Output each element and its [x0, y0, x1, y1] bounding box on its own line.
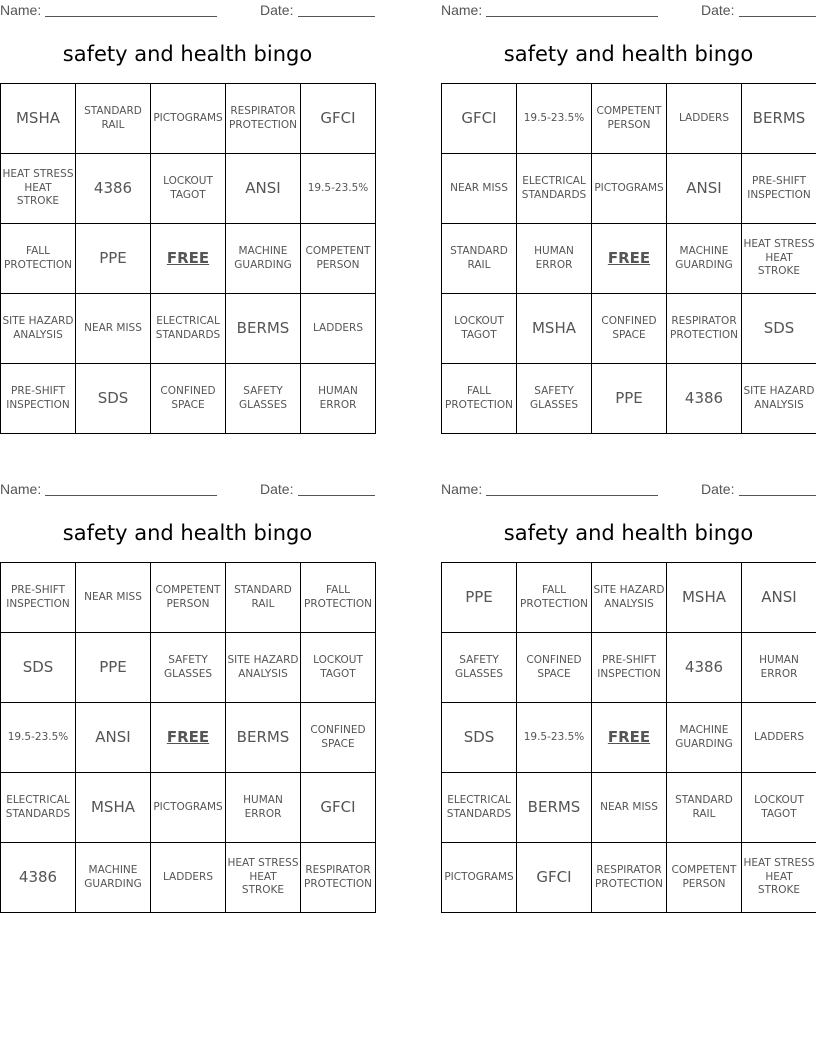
bingo-cell-text: 4386: [684, 388, 724, 407]
bingo-cell-text: PPE: [99, 657, 127, 676]
bingo-cell: [1, 703, 76, 773]
bingo-cell-text: NEAR MISS: [84, 321, 142, 334]
bingo-cell: [151, 563, 226, 633]
bingo-cell-text: NEAR MISS: [600, 800, 658, 813]
bingo-cell: [517, 773, 592, 843]
bingo-cell-text: PPE: [465, 587, 493, 606]
bingo-cell-text: COMPETENT PERSON: [305, 244, 371, 271]
bingo-cell: [1, 154, 76, 224]
bingo-cell-text: HUMAN ERROR: [759, 653, 799, 680]
bingo-cell-text: STANDARD RAIL: [675, 793, 733, 820]
bingo-cell-text: SITE HAZARD ANALYSIS: [743, 384, 815, 411]
bingo-cell: [76, 563, 151, 633]
bingo-cell-text: HEAT STRESS HEAT STROKE: [743, 238, 815, 278]
bingo-cell-text: SAFETY GLASSES: [454, 653, 504, 680]
bingo-cell-text: SITE HAZARD ANALYSIS: [2, 314, 74, 341]
name-label: Name:: [0, 481, 42, 497]
bingo-cell: [592, 843, 667, 913]
date-label: Date:: [701, 2, 735, 18]
bingo-cell: [742, 154, 816, 224]
free-space-cell: [151, 224, 226, 294]
bingo-cell: [226, 224, 301, 294]
free-space-cell: [592, 703, 667, 773]
bingo-cell: [301, 154, 376, 224]
bingo-cell: [76, 364, 151, 434]
bingo-cell-text: BERMS: [527, 797, 581, 816]
bingo-card-2: [441, 0, 816, 411]
bingo-cell-text: 4386: [93, 178, 133, 197]
bingo-cell: [667, 773, 742, 843]
bingo-cell: [742, 843, 816, 913]
bingo-cell-text: MACHINE GUARDING: [234, 244, 292, 271]
bingo-cell: [517, 703, 592, 773]
bingo-cell-text: FREE: [607, 727, 651, 746]
bingo-cell: [226, 84, 301, 154]
bingo-grid: [441, 83, 816, 434]
bingo-cell: [301, 843, 376, 913]
bingo-card-3: [0, 479, 375, 897]
bingo-cell-text: GFCI: [320, 108, 356, 127]
bingo-cell: [742, 633, 816, 703]
bingo-cell: [301, 364, 376, 434]
bingo-cell-text: SAFETY GLASSES: [529, 384, 579, 411]
bingo-cell-text: FREE: [166, 727, 210, 746]
bingo-cell: [667, 563, 742, 633]
bingo-cell: [151, 843, 226, 913]
bingo-cell-text: HEAT STRESS HEAT STROKE: [227, 857, 299, 897]
bingo-cell: [517, 294, 592, 364]
bingo-cell-text: SAFETY GLASSES: [238, 384, 288, 411]
bingo-cell: [226, 294, 301, 364]
bingo-cell-text: FALL PROTECTION: [445, 384, 513, 411]
bingo-cell: [1, 773, 76, 843]
card-title: safety and health bingo: [62, 42, 313, 66]
bingo-cell: [592, 84, 667, 154]
bingo-grid: [441, 562, 816, 913]
bingo-cell: [442, 224, 517, 294]
bingo-cell-text: ANSI: [686, 178, 722, 197]
free-space-cell: [592, 224, 667, 294]
bingo-cell: [301, 703, 376, 773]
bingo-cell-text: COMPETENT PERSON: [596, 104, 662, 131]
bingo-cell-text: PICTOGRAMS: [153, 111, 223, 124]
name-line: [45, 495, 217, 496]
bingo-cell-text: GFCI: [536, 867, 572, 886]
bingo-cell: [151, 294, 226, 364]
bingo-cell-text: SITE HAZARD ANALYSIS: [593, 583, 665, 610]
bingo-cell-text: RESPIRATOR PROTECTION: [595, 863, 663, 890]
card-title: safety and health bingo: [503, 521, 754, 545]
bingo-cell: [592, 364, 667, 434]
bingo-cell-text: MSHA: [531, 318, 576, 337]
bingo-cell-text: STANDARD RAIL: [84, 104, 142, 131]
bingo-cell: [226, 364, 301, 434]
bingo-cell-text: RESPIRATOR PROTECTION: [304, 863, 372, 890]
bingo-cell-text: MSHA: [15, 108, 60, 127]
card-header: [0, 0, 375, 22]
bingo-cell-text: SDS: [97, 388, 129, 407]
bingo-cell: [742, 773, 816, 843]
bingo-cell-text: PICTOGRAMS: [594, 181, 664, 194]
bingo-cell-text: NEAR MISS: [84, 590, 142, 603]
bingo-cell-text: COMPETENT PERSON: [155, 583, 221, 610]
bingo-cell-text: PICTOGRAMS: [153, 800, 223, 813]
bingo-cell: [151, 154, 226, 224]
bingo-cell: [226, 843, 301, 913]
bingo-cell-text: CONFINED SPACE: [160, 384, 216, 411]
bingo-cell-text: LADDERS: [753, 730, 805, 743]
bingo-cell: [1, 563, 76, 633]
bingo-cell: [151, 364, 226, 434]
bingo-cell: [517, 563, 592, 633]
bingo-cell: [76, 773, 151, 843]
bingo-cell-text: SDS: [763, 318, 795, 337]
bingo-cell-text: FALL PROTECTION: [520, 583, 588, 610]
bingo-cell: [667, 294, 742, 364]
bingo-cell: [76, 843, 151, 913]
bingo-cell-text: COMPETENT PERSON: [671, 863, 737, 890]
bingo-cell-text: MACHINE GUARDING: [675, 723, 733, 750]
bingo-cell-text: CONFINED SPACE: [601, 314, 657, 341]
bingo-cell: [442, 633, 517, 703]
bingo-cell-text: PPE: [99, 248, 127, 267]
bingo-cell: [226, 633, 301, 703]
bingo-cell: [301, 224, 376, 294]
bingo-cell-text: SITE HAZARD ANALYSIS: [227, 653, 299, 680]
bingo-grid: [0, 83, 376, 434]
bingo-cell-text: SAFETY GLASSES: [163, 653, 213, 680]
bingo-cell-text: ELECTRICAL STANDARDS: [446, 793, 512, 820]
bingo-cell: [1, 364, 76, 434]
bingo-cell-text: ELECTRICAL STANDARDS: [521, 174, 587, 201]
bingo-cell: [442, 773, 517, 843]
bingo-cell: [1, 224, 76, 294]
bingo-card-1: [0, 0, 375, 411]
date-label: Date:: [260, 481, 294, 497]
date-line: [298, 495, 375, 496]
bingo-cell: [301, 633, 376, 703]
card-header: [0, 479, 375, 501]
bingo-cell: [151, 773, 226, 843]
name-line: [486, 16, 658, 17]
bingo-cell: [592, 154, 667, 224]
name-label: Name:: [441, 481, 483, 497]
bingo-cell: [151, 633, 226, 703]
bingo-cell: [592, 563, 667, 633]
bingo-cell-text: LADDERS: [162, 870, 214, 883]
date-line: [739, 495, 816, 496]
bingo-cell: [667, 154, 742, 224]
bingo-cell: [226, 703, 301, 773]
bingo-cell: [592, 633, 667, 703]
bingo-cell: [667, 224, 742, 294]
bingo-cell: [442, 84, 517, 154]
bingo-cell: [592, 773, 667, 843]
bingo-cell-text: HUMAN ERROR: [534, 244, 574, 271]
bingo-cell-text: FALL PROTECTION: [4, 244, 72, 271]
bingo-cell: [442, 843, 517, 913]
bingo-cell-text: MACHINE GUARDING: [675, 244, 733, 271]
bingo-cell-text: 19.5-23.5%: [7, 730, 69, 743]
bingo-cell: [301, 84, 376, 154]
bingo-cell: [667, 84, 742, 154]
bingo-cell: [517, 633, 592, 703]
card-title: safety and health bingo: [503, 42, 754, 66]
bingo-cell-text: CONFINED SPACE: [310, 723, 366, 750]
bingo-cell-text: HEAT STRESS HEAT STROKE: [743, 857, 815, 897]
bingo-cell-text: ANSI: [95, 727, 131, 746]
bingo-cell-text: HUMAN ERROR: [318, 384, 358, 411]
date-label: Date:: [260, 2, 294, 18]
bingo-cell-text: MSHA: [90, 797, 135, 816]
bingo-cell-text: LOCKOUT TAGOT: [454, 314, 504, 341]
bingo-cell: [667, 364, 742, 434]
date-label: Date:: [701, 481, 735, 497]
bingo-cell: [442, 154, 517, 224]
bingo-cell: [76, 84, 151, 154]
bingo-cell-text: RESPIRATOR PROTECTION: [670, 314, 738, 341]
bingo-cell-text: PPE: [615, 388, 643, 407]
bingo-cell-text: ANSI: [245, 178, 281, 197]
date-line: [298, 16, 375, 17]
bingo-cell: [301, 294, 376, 364]
bingo-cell: [76, 633, 151, 703]
bingo-cell-text: FALL PROTECTION: [304, 583, 372, 610]
bingo-cell-text: MSHA: [681, 587, 726, 606]
bingo-cell-text: GFCI: [461, 108, 497, 127]
name-label: Name:: [0, 2, 42, 18]
bingo-cell-text: LADDERS: [312, 321, 364, 334]
bingo-cell-text: 19.5-23.5%: [307, 181, 369, 194]
bingo-cell-text: ANSI: [761, 587, 797, 606]
card-title: safety and health bingo: [62, 521, 313, 545]
bingo-cell-text: PICTOGRAMS: [444, 870, 514, 883]
bingo-cell: [667, 633, 742, 703]
name-line: [486, 495, 658, 496]
bingo-cell-text: 4386: [18, 867, 58, 886]
bingo-cell-text: ELECTRICAL STANDARDS: [5, 793, 71, 820]
bingo-cell: [667, 703, 742, 773]
bingo-cell: [667, 843, 742, 913]
bingo-cell-text: FREE: [166, 248, 210, 267]
bingo-cell: [442, 364, 517, 434]
bingo-cell-text: STANDARD RAIL: [234, 583, 292, 610]
bingo-cell-text: PRE-SHIFT INSPECTION: [6, 384, 70, 411]
bingo-cell-text: 4386: [684, 657, 724, 676]
bingo-cell: [226, 773, 301, 843]
bingo-cell: [742, 703, 816, 773]
bingo-cell: [226, 154, 301, 224]
bingo-cell: [742, 224, 816, 294]
free-space-cell: [151, 703, 226, 773]
bingo-cell-text: SDS: [463, 727, 495, 746]
bingo-cell-text: NEAR MISS: [450, 181, 508, 194]
bingo-cell-text: GFCI: [320, 797, 356, 816]
bingo-cell: [517, 84, 592, 154]
bingo-cell: [76, 154, 151, 224]
bingo-cell-text: LOCKOUT TAGOT: [754, 793, 804, 820]
bingo-cell: [442, 563, 517, 633]
bingo-cell-text: BERMS: [236, 318, 290, 337]
bingo-cell: [517, 224, 592, 294]
bingo-cell: [301, 773, 376, 843]
bingo-cell: [301, 563, 376, 633]
name-label: Name:: [441, 2, 483, 18]
bingo-cell-text: HUMAN ERROR: [243, 793, 283, 820]
bingo-cell: [1, 843, 76, 913]
bingo-cell: [76, 224, 151, 294]
bingo-cell-text: BERMS: [752, 108, 806, 127]
bingo-cell-text: RESPIRATOR PROTECTION: [229, 104, 297, 131]
card-header: [441, 0, 816, 22]
bingo-cell-text: HEAT STRESS HEAT STROKE: [2, 168, 74, 208]
bingo-cell-text: 19.5-23.5%: [523, 111, 585, 124]
bingo-cell-text: LADDERS: [678, 111, 730, 124]
date-line: [739, 16, 816, 17]
bingo-cell-text: MACHINE GUARDING: [84, 863, 142, 890]
card-header: [441, 479, 816, 501]
bingo-cell: [1, 294, 76, 364]
bingo-cell: [442, 294, 517, 364]
bingo-cell: [742, 294, 816, 364]
bingo-cell-text: PRE-SHIFT INSPECTION: [6, 583, 70, 610]
bingo-cell: [517, 364, 592, 434]
bingo-cell: [1, 633, 76, 703]
bingo-cell-text: LOCKOUT TAGOT: [313, 653, 363, 680]
bingo-cell: [742, 364, 816, 434]
bingo-cell: [742, 563, 816, 633]
bingo-cell-text: STANDARD RAIL: [450, 244, 508, 271]
bingo-cell-text: SDS: [22, 657, 54, 676]
bingo-grid: [0, 562, 376, 913]
bingo-cell-text: 19.5-23.5%: [523, 730, 585, 743]
bingo-cell: [226, 563, 301, 633]
bingo-cell-text: ELECTRICAL STANDARDS: [155, 314, 221, 341]
bingo-cell-text: FREE: [607, 248, 651, 267]
bingo-cell: [1, 84, 76, 154]
bingo-cell: [517, 154, 592, 224]
bingo-cell-text: BERMS: [236, 727, 290, 746]
bingo-cell: [517, 843, 592, 913]
bingo-cell: [76, 294, 151, 364]
bingo-cell: [742, 84, 816, 154]
bingo-cell: [76, 703, 151, 773]
bingo-cell-text: LOCKOUT TAGOT: [163, 174, 213, 201]
bingo-cell: [592, 294, 667, 364]
bingo-cell-text: CONFINED SPACE: [526, 653, 582, 680]
bingo-cell-text: PRE-SHIFT INSPECTION: [747, 174, 811, 201]
name-line: [45, 16, 217, 17]
bingo-cell: [151, 84, 226, 154]
bingo-cell: [442, 703, 517, 773]
bingo-cell-text: PRE-SHIFT INSPECTION: [597, 653, 661, 680]
bingo-card-4: [441, 479, 816, 897]
